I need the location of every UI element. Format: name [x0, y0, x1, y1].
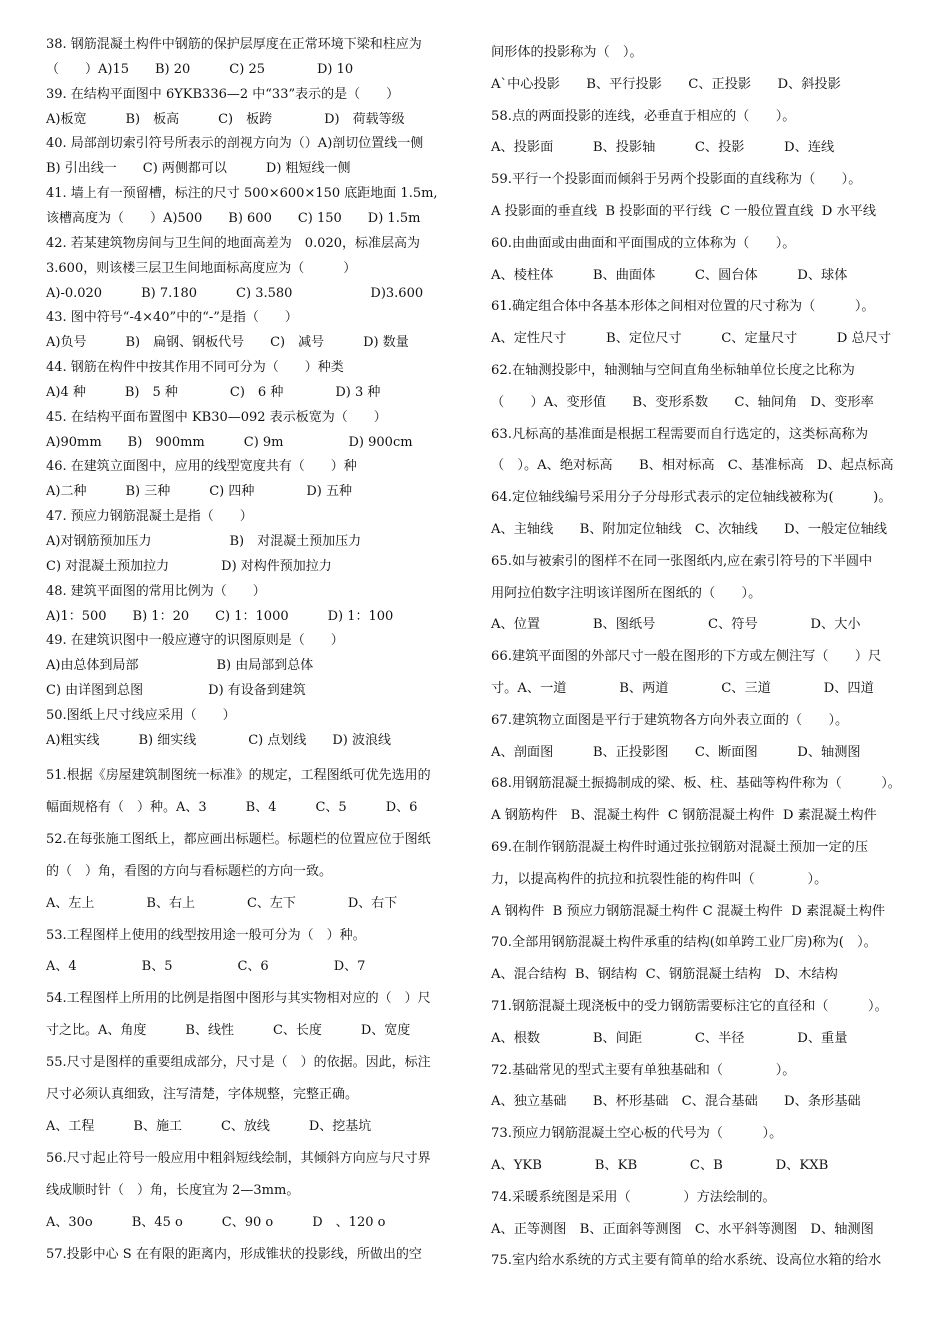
left-question-line: A)由总体到局部 B) 由局部到总体 [46, 658, 314, 674]
right-question-line: 68.用钢筋混凝土振捣制成的梁、板、柱、基础等构件称为（ ）。 [491, 776, 901, 792]
right-question-line: A、混合结构 B、钢结构 C、钢筋混凝土结构 D、木结构 [491, 967, 838, 983]
left-question-line: 线成顺时针（ ）角，长度宜为 2—3mm。 [46, 1182, 300, 1198]
right-question-line: 58.点的两面投影的连线，必垂直于相应的（ ）。 [491, 108, 796, 124]
right-question-line: 61.确定组合体中各基本形体之间相对位置的尺寸称为（ ）。 [491, 299, 875, 315]
left-question-line: A)二种 B) 三种 C) 四种 D) 五种 [46, 484, 352, 500]
left-question-line: 49. 在建筑识图中一般应遵守的识图原则是（ ） [46, 633, 344, 649]
left-question-line: A、4 B、5 C、6 D、7 [46, 959, 366, 975]
right-question-line: A`中心投影 B、平行投影 C、正投影 D、斜投影 [491, 76, 841, 92]
right-question-line: 73.预应力钢筋混凝土空心板的代号为（ ）。 [491, 1126, 783, 1142]
left-question-line: 幅面规格有（ ）种。A、3 B、4 C、5 D、6 [46, 799, 418, 815]
left-question-line: A)粗实线 B) 细实线 C) 点划线 D) 波浪线 [46, 732, 391, 748]
left-question-line: A)4 种 B) 5 种 C) 6 种 D) 3 种 [46, 384, 381, 400]
left-question-line: 48. 建筑平面图的常用比例为（ ） [46, 583, 266, 599]
left-question-line: B) 引出线一 C) 两侧都可以 D) 粗短线一侧 [46, 161, 351, 177]
left-question-line: 44. 钢筋在构件中按其作用不同可分为（ ）种类 [46, 360, 344, 376]
right-question-line: A、YKB B、KB C、B D、KXB [491, 1158, 829, 1173]
left-question-line: A、左上 B、右上 C、左下 D、右下 [46, 895, 398, 911]
left-question-line: 52.在每张施工图纸上，都应画出标题栏。标题栏的位置应位于图纸 [46, 831, 431, 847]
left-question-line: 43. 图中符号“-4×40”中的“-”是指（ ） [46, 310, 298, 326]
left-question-line: 57.投影中心 S 在有限的距离内，形成锥状的投影线，所做出的空 [46, 1246, 422, 1262]
left-question-line: 55.尺寸是图样的重要组成部分，尺寸是（ ）的依据。因此，标注 [46, 1055, 431, 1071]
left-question-line: 寸之比。A、角度 B、线性 C、长度 D、宽度 [46, 1023, 411, 1039]
right-question-line: 64.定位轴线编号采用分子分母形式表示的定位轴线被称为( )。 [491, 490, 892, 506]
right-question-line: 间形体的投影称为（ ）。 [491, 45, 643, 60]
left-question-line: （ ）A)15 B) 20 C) 25 D) 10 [46, 61, 354, 77]
left-question-line: 46. 在建筑立面图中，应用的线型宽度共有（ ）种 [46, 459, 357, 475]
left-question-line: 的（ ）角，看图的方向与看标题栏的方向一致。 [46, 863, 333, 879]
left-question-line: 45. 在结构平面布置图中 KB30—092 表示板宽为（ ） [46, 409, 387, 425]
right-question-line: 75.室内给水系统的方式主要有简单的给水系统、设高位水箱的给水 [491, 1253, 882, 1269]
left-question-line: A)对钢筋预加压力 B) 对混凝土预加压力 [46, 534, 362, 549]
right-question-line: 65.如与被索引的图样不在同一张图纸内,应在索引符号的下半圆中 [491, 553, 873, 569]
right-question-line: A、定性尺寸 B、定位尺寸 C、定量尺寸 D 总尺寸 [491, 331, 892, 347]
right-question-line: 70.全部用钢筋混凝土构件承重的结构(如单跨工业厂房)称为( ）。 [491, 935, 877, 951]
right-question-line: 66.建筑平面图的外部尺寸一般在图形的下方或左侧注写（ ）尺 [491, 649, 882, 665]
left-question-line: A)-0.020 B) 7.180 C) 3.580 D)3.600 [46, 285, 424, 301]
left-question-line: 39. 在结构平面图中 6YKB336—2 中“33”表示的是（ ） [46, 86, 400, 102]
right-question-line: A、主轴线 B、附加定位轴线 C、次轴线 D、一般定位轴线 [491, 522, 887, 537]
left-question-line: 40. 局部剖切索引符号所表示的剖视方向为（）A)剖切位置线一侧 [46, 136, 424, 152]
left-question-line: 51.根据《房屋建筑制图统一标准》的规定，工程图纸可优先选用的 [46, 768, 431, 783]
right-question-line: A 投影面的垂直线 B 投影面的平行线 C 一般位置直线 D 水平线 [491, 204, 877, 219]
left-question-line: 47. 预应力钢筋混凝土是指（ ） [46, 509, 253, 525]
left-question-line: C) 由详图到总图 D) 有设备到建筑 [46, 683, 306, 699]
left-question-line: 56.尺寸起止符号一般应用中粗斜短线绘制，其倾斜方向应与尺寸界 [46, 1150, 431, 1166]
right-question-line: 74.采暖系统图是采用（ ）方法绘制的。 [491, 1189, 776, 1205]
left-question-line: 53.工程图样上使用的线型按用途一般可分为（ ）种。 [46, 927, 366, 943]
right-question-line: 63.凡标高的基准面是根据工程需要而自行选定的，这类标高称为 [491, 426, 869, 442]
left-question-line: A、30o B、45 o C、90 o D 、120 o [46, 1214, 386, 1230]
right-question-line: A 钢筋构件 B、混凝土构件 C 钢筋混凝土构件 D 素混凝土构件 [491, 808, 877, 824]
right-question-line: A、正等测图 B、正面斜等测图 C、水平斜等测图 D、轴测图 [491, 1221, 874, 1237]
right-question-line: 寸。A、一道 B、两道 C、三道 D、四道 [491, 681, 874, 696]
left-question-line: 41. 墙上有一预留槽，标注的尺寸 500×600×150 底距地面 1.5m, [46, 186, 438, 202]
left-question-line: 尺寸必须认真细致，注写清楚，字体规整，完整正确。 [46, 1087, 359, 1102]
right-question-line: 67.建筑物立面图是平行于建筑物各方向外表立面的（ ）。 [491, 712, 849, 728]
right-question-line: A、剖面图 B、正投影图 C、断面图 D、轴测图 [491, 744, 861, 760]
right-question-line: （ ）。A、绝对标高 B、相对标高 C、基准标高 D、起点标高 [491, 458, 894, 474]
right-question-line: A、投影面 B、投影轴 C、投影 D、连线 [491, 140, 835, 156]
left-question-line: A)90mm B) 900mm C) 9m D) 900cm [46, 434, 413, 450]
left-question-line: 50.图纸上尺寸线应采用（ ） [46, 707, 236, 723]
left-question-line: A)板宽 B) 板高 C) 板跨 D) 荷载等级 [46, 111, 405, 127]
right-question-line: 72.基础常见的型式主要有单独基础和（ ）。 [491, 1062, 796, 1078]
right-question-line: A、棱柱体 B、曲面体 C、圆台体 D、球体 [491, 267, 848, 283]
right-question-line: （ ）A、变形值 B、变形系数 C、轴间角 D、变形率 [491, 394, 874, 410]
left-question-line: 该槽高度为（ ）A)500 B) 600 C) 150 D) 1.5m [46, 210, 421, 226]
right-question-line: 71.钢筋混凝土现浇板中的受力钢筋需要标注它的直径和（ ）。 [491, 999, 888, 1014]
right-question-line: 69.在制作钢筋混凝土构件时通过张拉钢筋对混凝土预加一定的压 [491, 840, 869, 855]
left-question-line: 42. 若某建筑物房间与卫生间的地面高差为 0.020，标准层高为 [46, 235, 421, 251]
left-question-line: 38. 钢筋混凝土构件中钢筋的保护层厚度在正常环境下梁和柱应为 [46, 37, 422, 52]
right-question-line: 力，以提高构件的抗拉和抗裂性能的构件叫（ ）。 [491, 871, 828, 887]
left-question-line: A)负号 B) 扁钢、钢板代号 C) 减号 D) 数量 [46, 335, 409, 351]
right-question-line: A、位置 B、图纸号 C、符号 D、大小 [491, 617, 861, 633]
left-question-line: 3.600，则该楼三层卫生间地面标高度应为（ ） [46, 260, 357, 276]
right-question-line: 用阿拉伯数字注明该详图所在图纸的（ ）。 [491, 585, 762, 601]
left-question-line: 54.工程图样上所用的比例是指图中图形与其实物相对应的（ ）尺 [46, 991, 431, 1007]
left-question-line: C) 对混凝土预加拉力 D) 对构件预加拉力 [46, 558, 332, 574]
left-question-line: A)1：500 B) 1：20 C) 1：1000 D) 1：100 [46, 608, 394, 624]
right-question-line: A、独立基础 B、杯形基础 C、混合基础 D、条形基础 [491, 1094, 861, 1110]
right-question-line: 60.由曲面或由曲面和平面围成的立体称为（ ）。 [491, 235, 796, 251]
right-question-line: A、根数 B、间距 C、半径 D、重量 [491, 1030, 848, 1046]
right-question-line: 62.在轴测投影中，轴测轴与空间直角坐标轴单位长度之比称为 [491, 363, 855, 378]
right-question-line: A 钢构件 B 预应力钢筋混凝土构件 C 混凝土构件 D 素混凝土构件 [491, 903, 886, 919]
right-question-line: 59.平行一个投影面而倾斜于另两个投影面的直线称为（ ）。 [491, 172, 862, 188]
left-question-line: A、工程 B、施工 C、放线 D、挖基坑 [46, 1118, 372, 1134]
